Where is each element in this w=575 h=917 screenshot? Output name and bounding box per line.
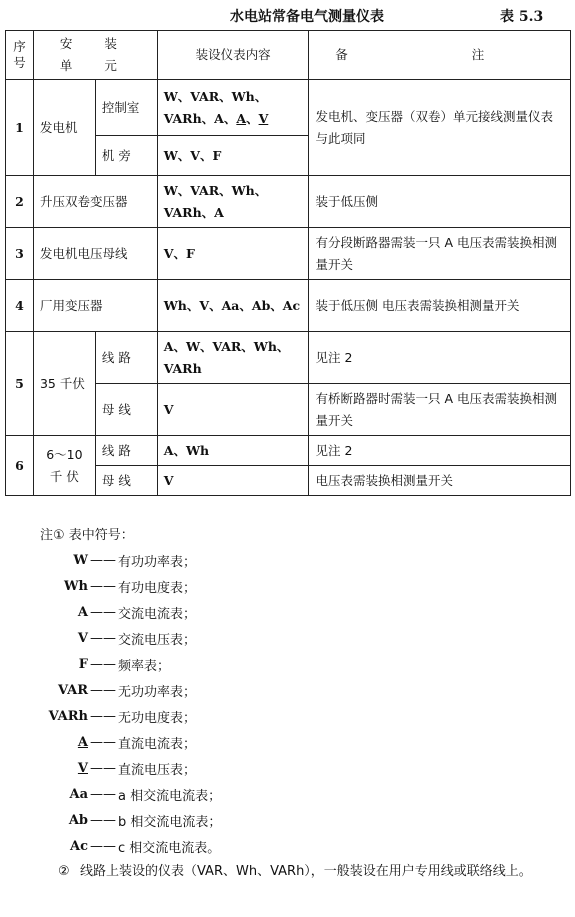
note-2-mark: ② xyxy=(58,864,70,879)
symbol-row xyxy=(40,547,570,573)
instrument-cell: V、F xyxy=(157,228,309,280)
symbol: V xyxy=(77,630,88,646)
symbol-desc: 交流电流表； xyxy=(118,606,197,622)
symbol: VARh xyxy=(48,708,88,724)
row-no: 3 xyxy=(6,228,34,280)
instrument-cell: A、Wh xyxy=(157,436,309,466)
symbol: Wh xyxy=(63,578,88,594)
instrument-cell: W、V、F xyxy=(157,136,309,176)
symbol: W xyxy=(73,552,88,568)
remark-cell: 装于低压侧 电压表需装换相测量开关 xyxy=(309,280,571,332)
unit-cell: 发电机 xyxy=(33,80,95,176)
sub-unit-cell: 母 线 xyxy=(95,384,157,436)
sub-unit-cell: 控制室 xyxy=(95,80,157,136)
symbol-row xyxy=(40,599,570,625)
symbol-row xyxy=(40,807,570,833)
note-2 xyxy=(40,861,570,883)
inst-text: VARh、A、 xyxy=(163,110,237,126)
row-no: 2 xyxy=(6,176,34,228)
table-row xyxy=(6,436,571,466)
symbol: V xyxy=(77,760,88,776)
row-no: 6 xyxy=(6,436,34,496)
instrument-table xyxy=(5,30,571,496)
remark-cell: 有分段断路器需装一只 A 电压表需装换相测量开关 xyxy=(309,228,571,280)
symbol: Ab xyxy=(68,812,88,828)
table-row xyxy=(6,80,571,136)
symbol-row xyxy=(40,677,570,703)
unit-cell: 6～10 千 伏 xyxy=(33,436,95,496)
instrument-cell xyxy=(157,80,309,136)
symbol-row xyxy=(40,781,570,807)
symbol-row xyxy=(40,703,570,729)
dash: —— xyxy=(90,552,116,568)
symbol-desc: a 相交流电流表； xyxy=(118,788,222,804)
symbol-desc: b 相交流电流表； xyxy=(118,814,222,830)
inst-dc-v: V xyxy=(258,110,269,126)
symbol: Ac xyxy=(69,838,88,854)
symbol: VAR xyxy=(58,682,88,698)
symbol: A xyxy=(77,604,88,620)
inst-dc-a: A xyxy=(236,110,247,126)
table-row xyxy=(6,228,571,280)
table-row xyxy=(6,332,571,384)
table-title: 水电站常备电气测量仪表 xyxy=(230,9,384,25)
dash: —— xyxy=(90,812,116,828)
header-no: 序号 xyxy=(6,31,34,80)
dash: —— xyxy=(90,630,116,646)
dash: —— xyxy=(90,734,116,750)
symbol-row xyxy=(40,625,570,651)
row-no: 1 xyxy=(6,80,34,176)
sub-unit-cell: 线 路 xyxy=(95,332,157,384)
symbol-desc: 频率表； xyxy=(118,658,171,674)
instrument-cell: A、W、VAR、Wh、VARh xyxy=(157,332,309,384)
row-no: 5 xyxy=(6,332,34,436)
remark-cell: 见注 2 xyxy=(309,332,571,384)
dash: —— xyxy=(90,786,116,802)
remark-cell: 电压表需装换相测量开关 xyxy=(309,466,571,496)
dash: —— xyxy=(90,838,116,854)
symbol-desc: 直流电压表； xyxy=(118,762,197,778)
header-row xyxy=(6,31,571,80)
inst-text: W、VAR、Wh、 xyxy=(163,88,268,104)
symbol-desc: 有功功率表； xyxy=(118,554,197,570)
symbol-row xyxy=(40,573,570,599)
sub-unit-cell: 母 线 xyxy=(95,466,157,496)
inst-sep: 、 xyxy=(246,110,259,126)
instrument-cell: V xyxy=(157,384,309,436)
symbol: F xyxy=(78,656,88,672)
unit-cell: 发电机电压母线 xyxy=(33,228,157,280)
header-unit: 安 装 单 元 xyxy=(33,31,157,80)
remark-cell: 装于低压侧 xyxy=(309,176,571,228)
table-row xyxy=(6,176,571,228)
symbol-row xyxy=(40,833,570,859)
notes-section xyxy=(40,524,570,883)
symbol: Aa xyxy=(69,786,88,802)
symbol-desc: c 相交流电流表。 xyxy=(118,840,221,856)
unit-cell: 升压双卷变压器 xyxy=(33,176,157,228)
notes-heading: 注① 表中符号： xyxy=(40,528,134,543)
dash: —— xyxy=(90,656,116,672)
symbol-desc: 直流电流表； xyxy=(118,736,197,752)
symbol-list xyxy=(40,547,570,859)
symbol-desc: 无功电度表； xyxy=(118,710,197,726)
symbol-desc: 无功功率表； xyxy=(118,684,197,700)
row-no: 4 xyxy=(6,280,34,332)
dash: —— xyxy=(90,682,116,698)
dash: —— xyxy=(90,604,116,620)
dash: —— xyxy=(90,578,116,594)
remark-cell: 发电机、变压器（双卷）单元接线测量仪表与此项同 xyxy=(309,80,571,176)
header-remark: 备 注 xyxy=(309,31,571,80)
unit-cell: 35 千伏 xyxy=(33,332,95,436)
symbol-row xyxy=(40,651,570,677)
remark-cell: 有桥断路器时需装一只 A 电压表需装换相测量开关 xyxy=(309,384,571,436)
dash: —— xyxy=(90,760,116,776)
note-2-text: 线路上装设的仪表（VAR、Wh、VARh），一般装设在用户专用线或联络线上。 xyxy=(80,864,532,879)
remark-cell: 见注 2 xyxy=(309,436,571,466)
symbol-desc: 交流电压表； xyxy=(118,632,197,648)
table-number: 表 5.3 xyxy=(500,9,544,25)
symbol-row xyxy=(40,755,570,781)
symbol-row xyxy=(40,729,570,755)
instrument-cell: Wh、V、Aa、Ab、Ac xyxy=(157,280,309,332)
instrument-cell: W、VAR、Wh、VARh、A xyxy=(157,176,309,228)
unit-cell: 厂用变压器 xyxy=(33,280,157,332)
instrument-cell: V xyxy=(157,466,309,496)
symbol-desc: 有功电度表； xyxy=(118,580,197,596)
sub-unit-cell: 机 旁 xyxy=(95,136,157,176)
symbol: A xyxy=(77,734,88,750)
table-row xyxy=(6,280,571,332)
dash: —— xyxy=(90,708,116,724)
header-instruments: 装设仪表内容 xyxy=(157,31,309,80)
sub-unit-cell: 线 路 xyxy=(95,436,157,466)
